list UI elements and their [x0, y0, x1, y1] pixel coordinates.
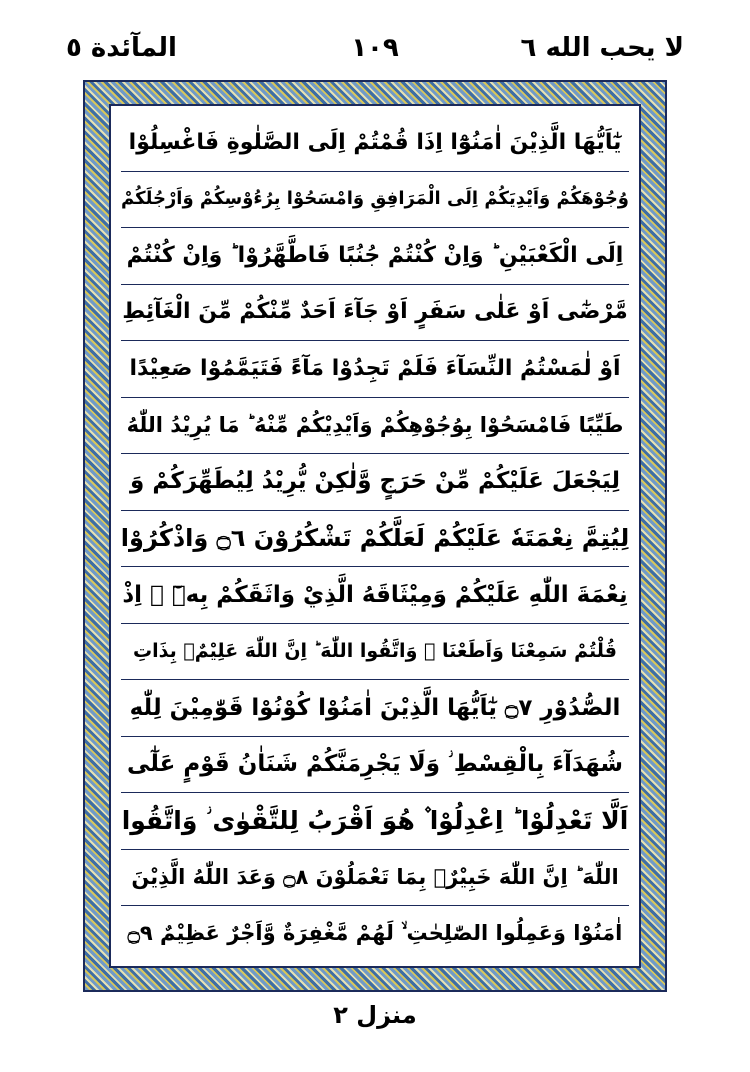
verse-line: طَيِّبًا فَامْسَحُوْا بِوُجُوْهِكُمْ وَاَيْدِيْكُمْ مِّنْهُ ؕ مَا يُرِيْدُ اللّٰهُ: [121, 397, 629, 455]
verse-line: اَلَّا تَعْدِلُوْا ؕ اِعْدِلُوْا ۫ هُوَ اَقْرَبُ لِلتَّقْوٰى ؗ وَاتَّقُوا: [121, 792, 629, 850]
verse-line: اَوْ لٰمَسْتُمُ النِّسَآءَ فَلَمْ تَجِدُوْا مَآءً فَتَيَمَّمُوْا صَعِيْدًا: [121, 340, 629, 398]
page-footer: [0, 995, 750, 1045]
page-header: [0, 0, 750, 80]
juz-name: لا يحب الله ٦: [520, 33, 684, 63]
verse-line: مَّرْضٰٓى اَوْ عَلٰى سَفَرٍ اَوْ جَآءَ اَحَدٌ مِّنْكُمْ مِّنَ الْغَآئِطِ: [121, 284, 629, 342]
verse-line: قُلْتُمْ سَمِعْنَا وَاَطَعْنَا ؗ وَاتَّقُوا اللّٰهَ ؕ اِنَّ اللّٰهَ عَلِيْمٌۢ بِذَاتِ: [121, 623, 629, 681]
verse-line: لِيُتِمَّ نِعْمَتَهٗ عَلَيْكُمْ لَعَلَّكُمْ تَشْكُرُوْنَ ۝٦ وَاذْكُرُوْا: [121, 510, 629, 568]
surah-name: المآئدة ٥: [66, 33, 177, 63]
verse-line: اٰمَنُوْا وَعَمِلُوا الصّٰلِحٰتِ ۙ لَهُمْ مَّغْفِرَةٌ وَّاَجْرٌ عَظِيْمٌ ۝٩: [127, 921, 623, 946]
verse-line: شُهَدَآءَ بِالْقِسْطِ ؗ وَلَا يَجْرِمَنَّكُمْ شَنَاٰنُ قَوْمٍ عَلٰٓى: [121, 736, 629, 794]
verse-area: [121, 114, 629, 958]
page-number: ١٠٩: [351, 33, 399, 63]
ornamental-border: [83, 80, 667, 992]
verse-line: اِلَى الْكَعْبَيْنِ ؕ وَاِنْ كُنْتُمْ جُنُبًا فَاطَّهَّرُوْا ؕ وَاِنْ كُنْتُمْ: [121, 227, 629, 285]
verse-line: الصُّدُوْرِ ۝٧ يٰٓاَيُّهَا الَّذِيْنَ اٰمَنُوْا كُوْنُوْا قَوّٰمِيْنَ لِلّٰهِ: [121, 679, 629, 737]
verse-line: يٰٓاَيُّهَا الَّذِيْنَ اٰمَنُوْٓا اِذَا قُمْتُمْ اِلَى الصَّلٰوةِ فَاغْسِلُوْا: [121, 114, 629, 172]
manzil-label: منزل ٢: [333, 1001, 417, 1029]
verse-line: وُجُوْهَكُمْ وَاَيْدِيَكُمْ اِلَى الْمَرَافِقِ وَامْسَحُوْا بِرُءُوْسِكُمْ وَاَرْجُلَكُمْ: [121, 171, 629, 229]
text-panel: [109, 104, 641, 968]
verse-line: اللّٰهَ ؕ اِنَّ اللّٰهَ خَبِيْرٌۢ بِمَا تَعْمَلُوْنَ ۝٨ وَعَدَ اللّٰهُ الَّذِيْنَ: [121, 849, 629, 907]
verse-line: لِيَجْعَلَ عَلَيْكُمْ مِّنْ حَرَجٍ وَّلٰكِنْ يُّرِيْدُ لِيُطَهِّرَكُمْ وَ: [121, 453, 629, 511]
verse-line: نِعْمَةَ اللّٰهِ عَلَيْكُمْ وَمِيْثَاقَهُ الَّذِيْ وَاثَقَكُمْ بِهٖٓ ۙ اِذْ: [121, 566, 629, 624]
